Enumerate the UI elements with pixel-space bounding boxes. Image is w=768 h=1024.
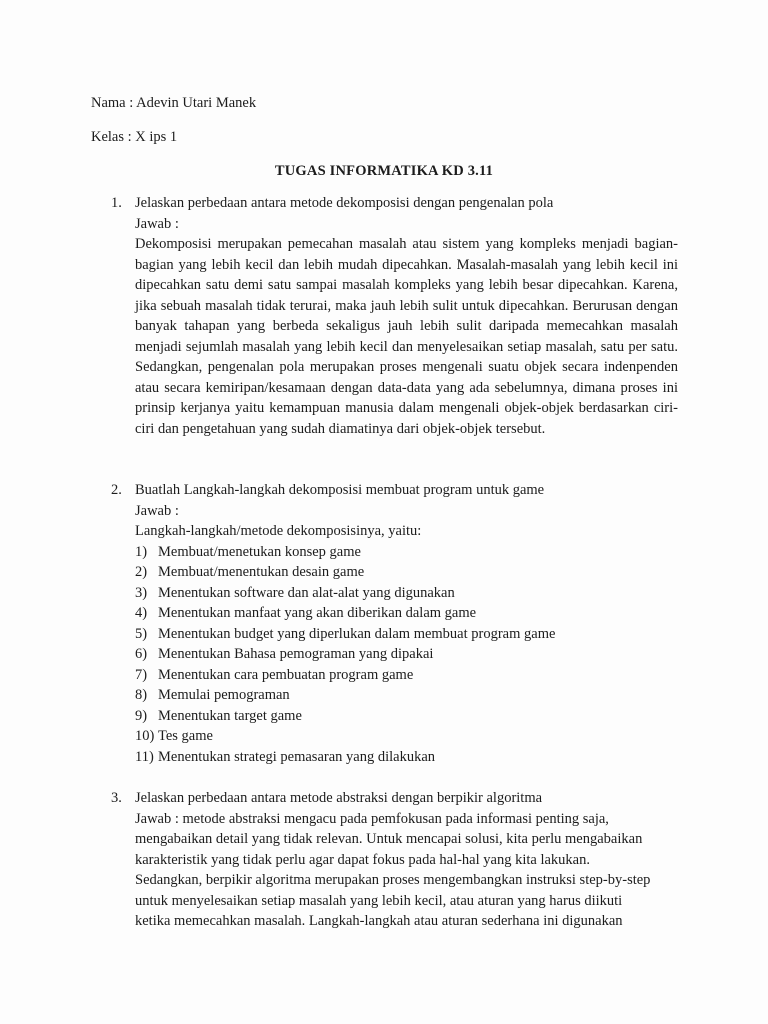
answer-intro: Langkah-langkah/metode dekomposisinya, yaitu: (135, 523, 422, 539)
question-number: 1. (111, 195, 122, 211)
step-text: Tes game (158, 728, 213, 744)
question-3 (111, 788, 681, 932)
list-item (135, 685, 681, 706)
step-text: Membuat/menentukan desain game (158, 564, 365, 580)
answer-line: karakteristik yang tidak perlu agar dapat fokus pada hal-hal yang kita lakukan. (135, 851, 590, 868)
step-number: 4) (135, 605, 148, 621)
step-number: 7) (135, 666, 148, 683)
step-text: Menentukan Bahasa pemograman yang dipakai (158, 646, 434, 662)
step-number: 8) (135, 687, 148, 703)
step-text: Menentukan strategi pemasaran yang dilakukan (158, 748, 436, 765)
list-item (135, 747, 681, 768)
step-text: Menentukan manfaat yang akan diberikan dalam game (158, 605, 477, 621)
step-number: 6) (135, 646, 148, 662)
answer-label: Jawab : (135, 502, 179, 519)
question-text: Jelaskan perbedaan antara metode abstraksi dengan berpikir algoritma (135, 790, 543, 806)
step-text: Menentukan target game (158, 707, 302, 724)
step-text: Memulai pemograman (158, 687, 290, 703)
list-item (135, 624, 681, 645)
step-text: Menentukan software dan alat-alat yang digunakan (158, 584, 455, 601)
answer-label: Jawab : (135, 215, 179, 232)
list-item (135, 706, 681, 727)
step-number: 10) (135, 728, 155, 744)
step-number: 1) (135, 543, 148, 560)
answer-line: Sedangkan, berpikir algoritma merupakan proses mengembangkan instruksi step-by-step (135, 872, 651, 888)
step-number: 3) (135, 584, 148, 601)
step-number: 11) (135, 748, 154, 765)
answer-line: untuk menyelesaikan setiap masalah yang lebih kecil, atau aturan yang harus diikuti (135, 892, 623, 909)
list-item (135, 562, 681, 583)
list-item (135, 665, 681, 686)
step-number: 5) (135, 625, 148, 642)
answer-line: mengabaikan detail yang tidak relevan. Untuk mencapai solusi, kita perlu mengabaikan (135, 831, 643, 847)
step-text: Membuat/menetukan konsep game (158, 543, 361, 560)
list-item (135, 726, 681, 747)
list-item (135, 644, 681, 665)
answer-line: ketika memecahkan masalah. Langkah-langkah atau aturan sederhana ini digunakan (135, 913, 623, 929)
steps-list (135, 542, 681, 768)
step-text: Menentukan budget yang diperlukan dalam membuat program game (158, 625, 556, 642)
question-1 (111, 193, 681, 439)
document-title: TUGAS INFORMATIKA KD 3.11 (274, 163, 494, 179)
student-name-line: Nama : Adevin Utari Manek (91, 95, 257, 111)
question-number: 3. (111, 790, 122, 806)
question-text: Buatlah Langkah-langkah dekomposisi membuat program untuk game (135, 482, 545, 498)
student-class-line: Kelas : X ips 1 (91, 129, 178, 145)
list-item (135, 603, 681, 624)
answer-paragraph: Dekomposisi merupakan pemecahan masalah atau sistem yang kompleks menjadi bagian-bagian yang lebih kecil dan lebih mudah dipecahkan. Masalah-masalah yang lebih kecil ini dipecahkan satu demi satu sampai masalah kompleks yang lebih besar dipecahkan. Karena, jika sebuah masalah tidak terurai, maka jauh lebih sulit untuk dipecahkan. Berurusan dengan banyak tahapan yang berbeda sekaligus jauh lebih sulit daripada memecahkan masalah menjadi sejumlah masalah yang lebih kecil dan menyelesaikan setiap masalah, satu per satu. Sedangkan, pengenalan pola merupakan proses mengenali suatu objek secara indenpenden atau secara kemiripan/kesamaan dengan data-data yang ada sebelumnya, dimana proses ini prinsip kerjanya yaitu kemampuan manusia dalam mengenali objek-objek berdasarkan ciri-ciri dan pengetahuan yang sudah diamatinya dari objek-objek tersebut. (135, 236, 678, 437)
list-item (135, 583, 681, 604)
question-2 (111, 480, 681, 767)
question-number: 2. (111, 482, 122, 498)
step-number: 9) (135, 707, 148, 724)
step-number: 2) (135, 564, 148, 580)
answer-line: Jawab : metode abstraksi mengacu pada pemfokusan pada informasi penting saja, (135, 810, 609, 827)
list-item (135, 542, 681, 563)
question-text: Jelaskan perbedaan antara metode dekomposisi dengan pengenalan pola (135, 195, 554, 211)
step-text: Menentukan cara pembuatan program game (158, 666, 414, 683)
